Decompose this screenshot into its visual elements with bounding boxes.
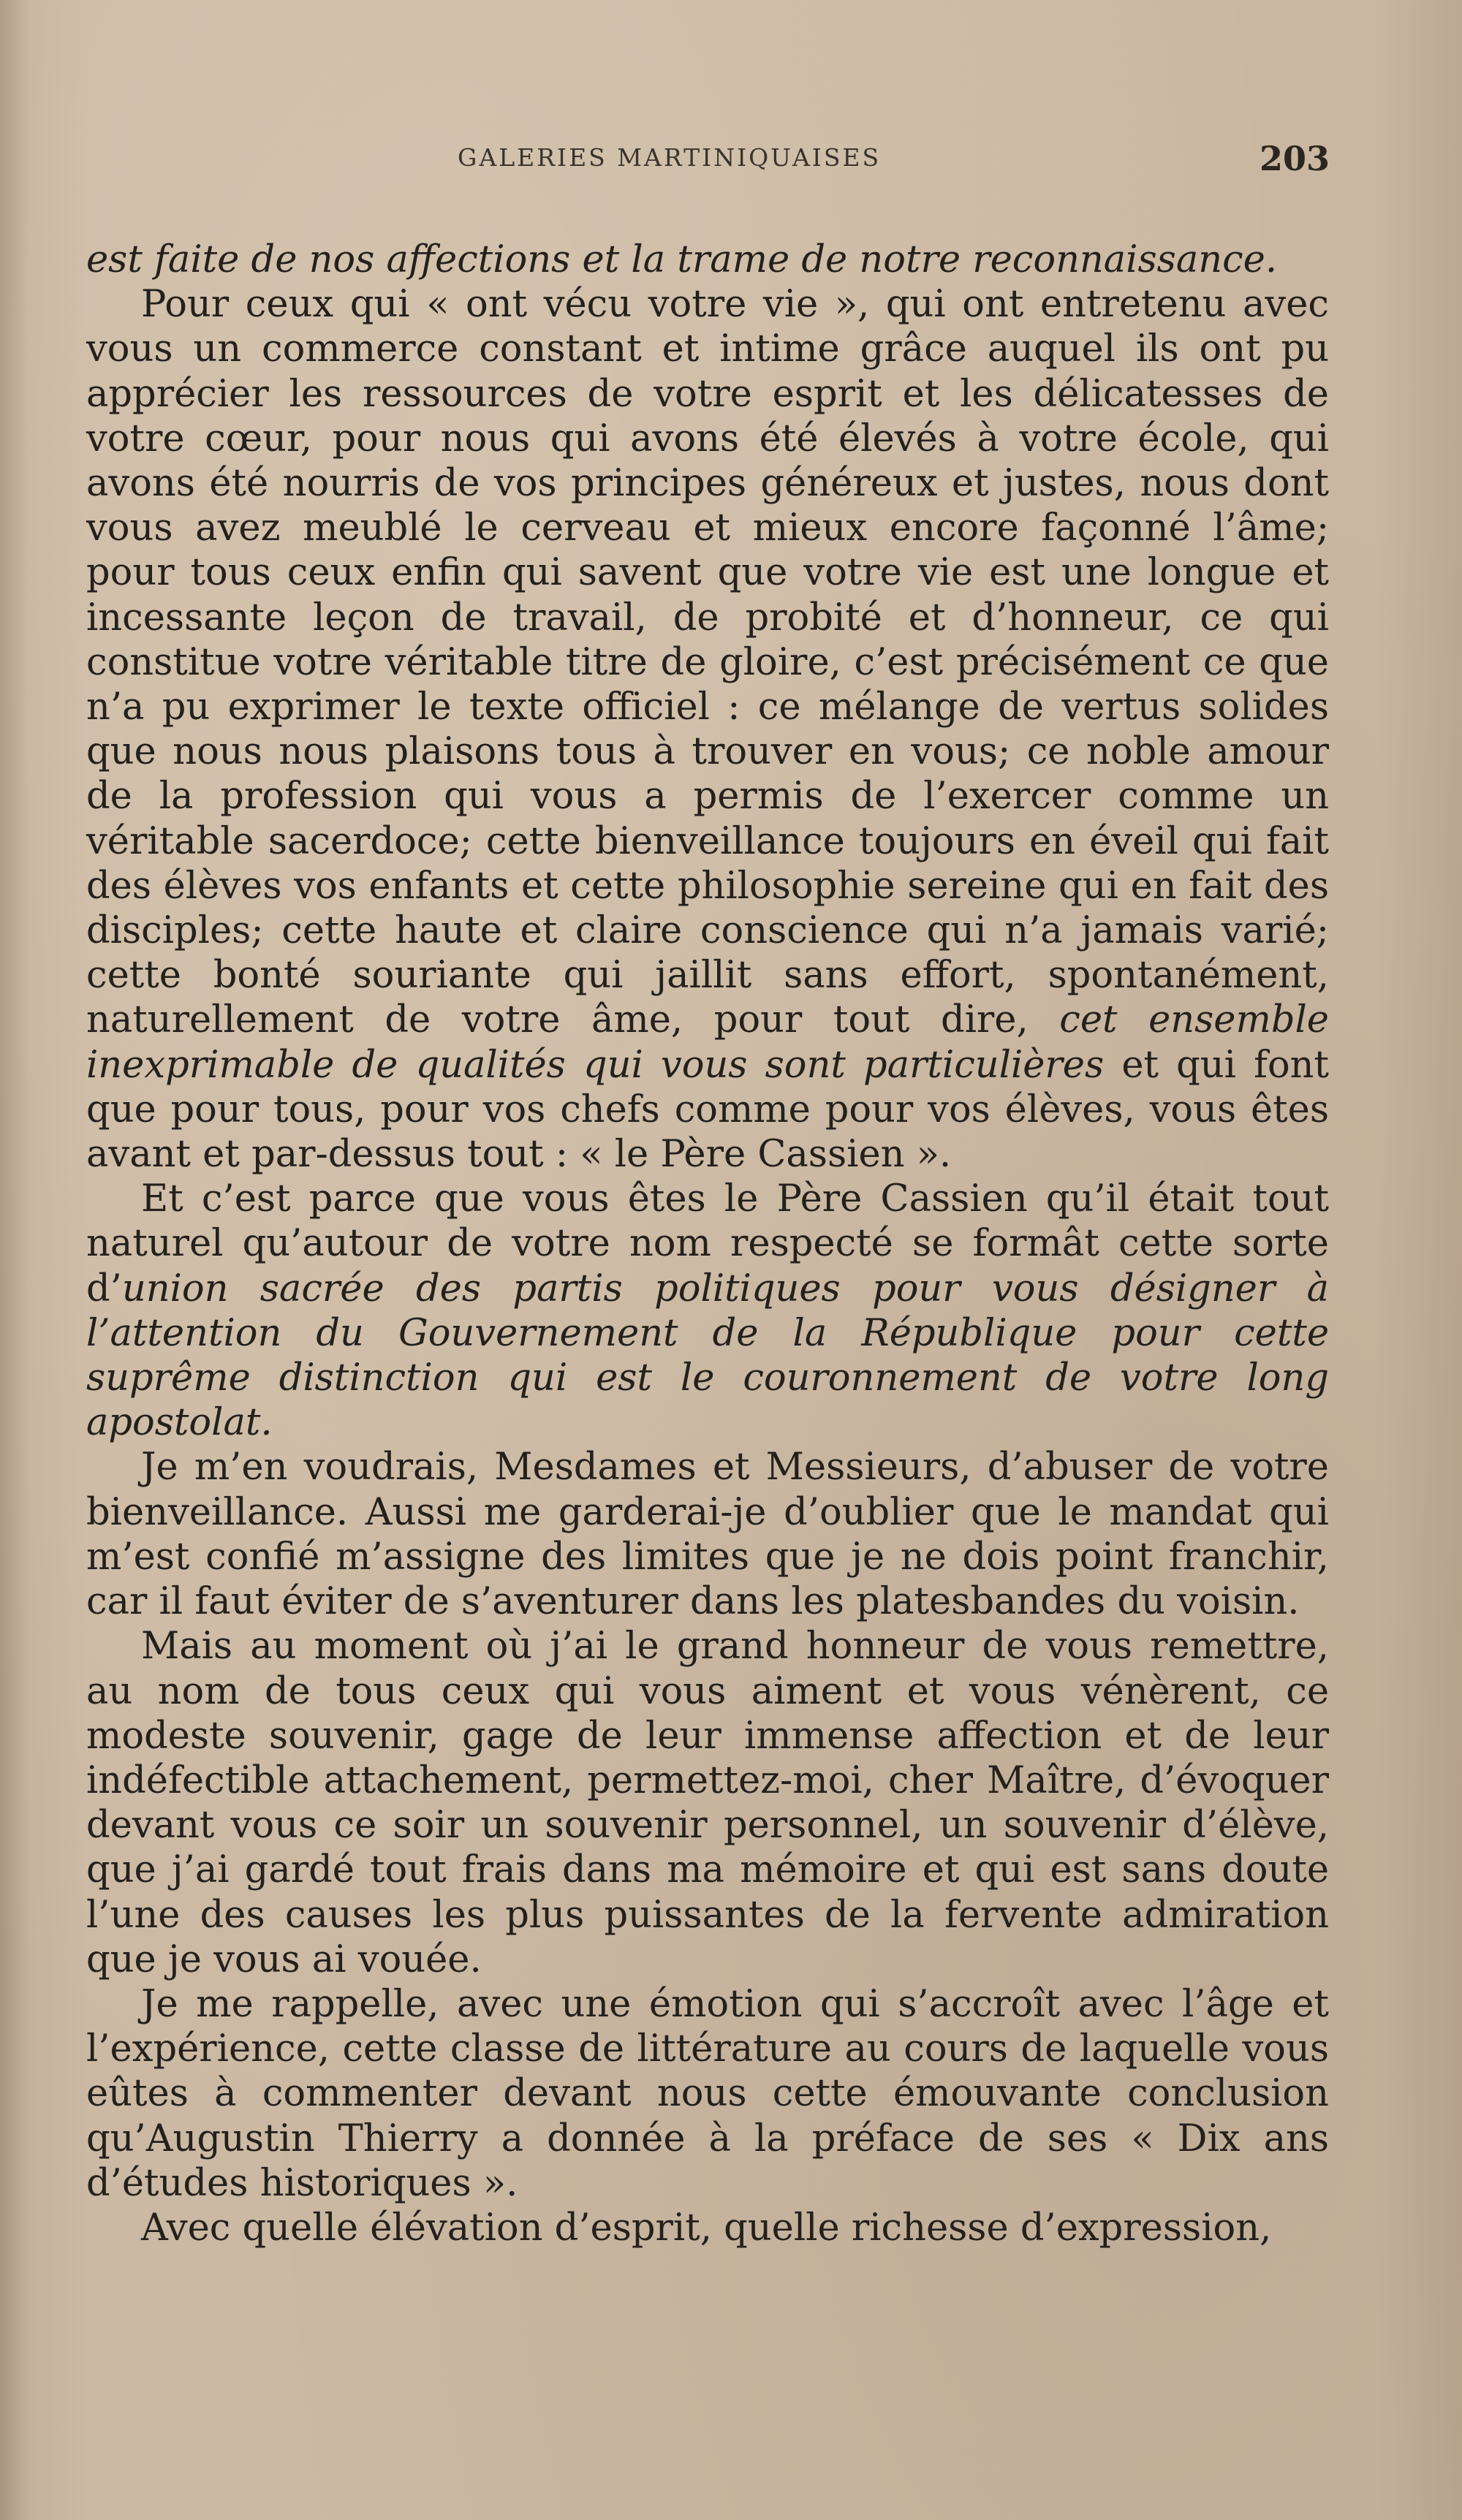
paragraph (86, 1445, 1329, 1624)
paragraph (86, 1982, 1329, 2206)
text-run: Avec quelle élévation d’esprit, quelle richesse d’expression, (141, 2206, 1272, 2250)
paragraph (86, 282, 1329, 1177)
page-number: 203 (1260, 139, 1330, 178)
italic-run: est faite de nos affections et la trame de notre reconnaissance. (86, 238, 1278, 281)
text-run: Je me rappelle, avec une émotion qui s’accroît avec l’âge et l’expérience, cette classe de littérature au cours de laquelle vous eûtes à commenter devant nous cette émouvante conclusion qu’Augustin Thierry a donnée à la préface de ses « Dix ans d’études historiques ». (86, 1982, 1329, 2205)
text-run: Et c’est parce que vous êtes le Père Cassien qu’il était tout naturel qu’autour de votre nom respecté se formât cette sorte d’ (86, 1177, 1329, 1310)
paragraph (86, 1624, 1329, 1982)
paragraph (86, 2206, 1329, 2250)
body-text (86, 238, 1329, 2250)
text-run: Mais au moment où j’ai le grand honneur de vous remettre, au nom de tous ceux qui vous aiment et vous vénèrent, ce modeste souvenir, gage de leur immense affection et de leur indéfectible attachement, permettez-moi, cher Maître, d’évoquer devant vous ce soir un souvenir personnel, un souvenir d’élève, que j’ai gardé tout frais dans ma mémoire et qui est sans doute l’une des causes les plus puissantes de la fervente admiration que je vous ai vouée. (86, 1625, 1329, 1981)
text-run: Je m’en voudrais, Mesdames et Messieurs, d’abuser de votre bienveillance. Aussi me garderai-je d’oublier que le mandat qui m’est confié m’assigne des limites que je ne dois point franchir, car il faut éviter de s’aventurer dans les platesbandes du voisin. (86, 1446, 1329, 1624)
italic-run: cet ensemble inexprimable de qualités qui vous sont particulières (86, 998, 1329, 1087)
italic-run: union sacrée des partis politiques pour vous désigner à l’attention du Gouvernement de la République pour cette suprême distinction qui est le couronnement de votre long apostolat. (86, 1267, 1329, 1445)
paragraph (86, 1177, 1329, 1445)
text-run: Pour ceux qui « ont vécu votre vie », qui ont entretenu avec vous un commerce constant et intime grâce auquel ils ont pu apprécier les ressources de votre esprit et les délicatesses de votre cœur, pour nous qui avons été élevés à votre école, qui avons été nourris de vos principes généreux et justes, nous dont vous avez meublé le cerveau et mieux encore façonné l’âme; pour tous ceux enfin qui savent que votre vie est une longue et incessante leçon de travail, de probité et d’honneur, ce qui constitue votre véritable titre de gloire, c’est précisément ce que n’a pu exprimer le texte officiel : ce mélange de vertus solides que nous nous plaisons tous à trouver en vous; ce noble amour de la profession qui vous a permis de l’exercer comme un véritable sacerdoce; cette bienveillance toujours en éveil qui fait des élèves vos enfants et cette philosophie sereine qui en fait des disciples; cette haute et claire conscience qui n’a jamais varié; cette bonté souriante qui jaillit sans effort, spontanément, naturellement de votre âme, pour tout dire, (86, 283, 1329, 1042)
running-title: GALERIES MARTINIQUAISES (458, 143, 882, 172)
paragraph-continued (86, 238, 1329, 282)
text-run: et qui font que pour tous, pour vos chefs comme pour vos élèves, vous êtes avant et par-dessus tout : « le Père Cassien ». (86, 1043, 1330, 1177)
